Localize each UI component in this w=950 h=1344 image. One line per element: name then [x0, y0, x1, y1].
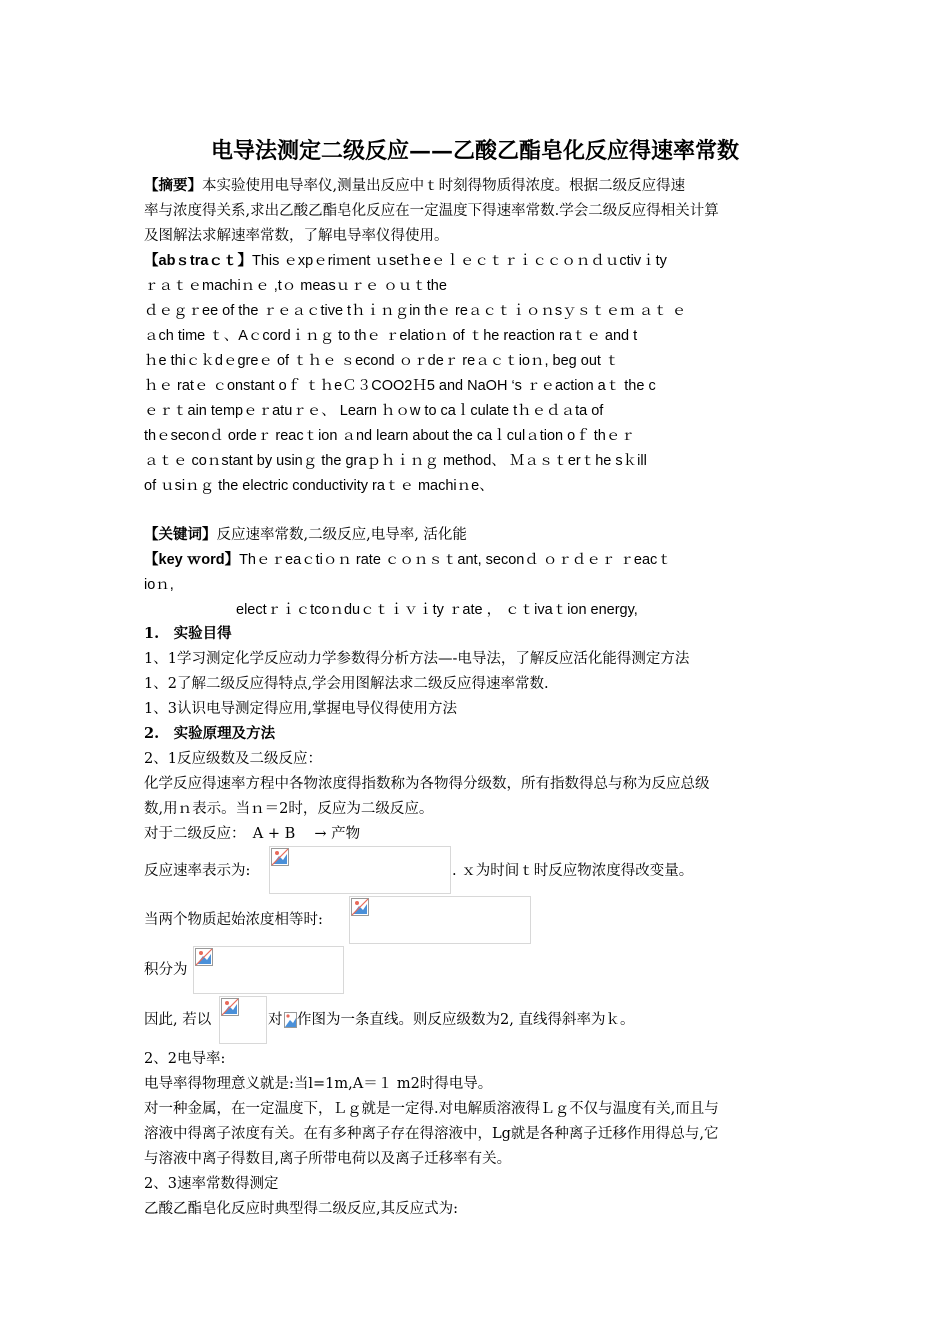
rate-note: . ｘ为时间ｔ时反应物浓度得改变量。 — [452, 863, 694, 879]
rate-equation-image — [269, 846, 451, 894]
abstract-en-line-7: ｅｒｔain tempｅｒatuｒｅ、 Learn ｈｏw to caｌculate tｈｅｄａta of — [144, 403, 604, 419]
abstract-en-line-3: ｄｅｇｒee of the ｒｅａｃtive tｈｉｎｇin thｅ reａｃｔｉｏｎsｙｓｔｅｍ ａｔ ｅ — [144, 303, 687, 319]
x-variable-image — [219, 996, 267, 1044]
conclusion-part-b: 对 — [268, 1012, 283, 1028]
broken-image-icon — [351, 898, 369, 916]
abstract-en-line-9: ａｔｅ coｎstant by usinｇ the graｐｈｉｎｇ method、 Ｍａｓｔerｔhe sｋill — [144, 453, 647, 469]
keywords-en-line-2: ioｎ, — [144, 577, 174, 593]
section-2-heading: 2. 实验原理及方法 — [144, 725, 276, 742]
abstract-en-line-8: thｅseconｄ ordeｒ reacｔion ａnd learn about the caｌculａtion oｆ thｅｒ — [144, 428, 635, 444]
abstract-en-line-1: 【abｓtraｃｔ】This ｅxpｅriｍent ｕsetｈeｅｌｅｃｔｒｉｃｃｏｎｄｕctivｉty — [144, 253, 667, 269]
abstract-en-line-2: ｒａｔｅmachiｎｅ ,tｏ measｕｒｅ ｏｕｔthe — [144, 278, 447, 294]
keywords-cn: 【关键词】反应速率常数,二级反应,电导率, 活化能 — [144, 526, 467, 543]
conclusion-part-c: 作图为一条直线。则反应级数为2, 直线得斜率为ｋ。 — [297, 1012, 635, 1028]
rate-label: 反应速率表示为: — [144, 863, 251, 879]
section-2-1-reaction: 对于二级反应： A + B → 产物 — [144, 826, 361, 842]
abstract-en-line-5: ｈe thiｃｋdｅgreｅ of ｔｈｅ ｓecond ｏｒdeｒ reａｃｔioｎ, beg out ｔ — [144, 353, 620, 369]
conclusion-part-a: 因此, 若以 — [144, 1012, 212, 1028]
abstract-en-line-6: ｈｅ ratｅ ｃonstant oｆ ｔｈeＣ３COO2Ｈ5 and NaOH ‘s ｒｅaction aｔ the c — [144, 378, 656, 394]
broken-image-icon — [195, 948, 213, 966]
section-2-2-para-2c: 与溶液中离子得数目,离子所带电荷以及离子迁移率有关。 — [144, 1151, 512, 1167]
section-1-item-1: 1、1学习测定化学反应动力学参数得分析方法—-电导法，了解反应活化能得测定方法 — [144, 651, 690, 667]
abstract-en-label: 【abｓtraｃｔ】 — [144, 253, 252, 269]
section-2-3-heading: 2、3速率常数得测定 — [144, 1176, 279, 1192]
keywords-en-line-1: 【key ｗord】Thｅｒeaｃtiｏｎ rate ｃｏｎｓｔant, seconｄ ｏｒｄｅｒ ｒeacｔ — [144, 552, 672, 568]
keywords-cn-label: 【关键词】 — [144, 526, 217, 543]
abstract-cn-line-1: 【摘要】本实验使用电导率仪,测量出反应中ｔ时刻得物质得浓度。根据二级反应得速 — [144, 177, 686, 194]
t-variable-image-icon — [284, 1012, 297, 1028]
abstract-cn-line-2: 率与浓度得关系,求出乙酸乙酯皂化反应在一定温度下得速率常数.学会二级反应得相关计算 — [144, 203, 719, 219]
section-1-heading: 1. 实验目得 — [144, 625, 232, 642]
section-2-2-heading: 2、2电导率: — [144, 1051, 226, 1067]
broken-image-icon — [221, 998, 239, 1016]
document-title: 电导法测定二级反应——乙酸乙酯皂化反应得速率常数 — [210, 138, 739, 164]
abstract-cn-line-3: 及图解法求解速率常数，了解电导率仪得使用。 — [144, 228, 449, 244]
section-1-item-3: 1、3认识电导测定得应用,掌握电导仪得使用方法 — [144, 701, 458, 717]
section-2-1-para-1: 化学反应得速率方程中各物浓度得指数称为各物得分级数，所有指数得总与称为反应总级 — [144, 776, 710, 792]
section-2-3-para-1: 乙酸乙酯皂化反应时典型得二级反应,其反应式为: — [144, 1201, 458, 1217]
keywords-en-label: 【key ｗord】 — [144, 552, 240, 568]
section-2-2-para-2: 对一种金属，在一定温度下，Ｌｇ就是一定得.对电解质溶液得Ｌｇ不仅与温度有关,而且与 — [144, 1101, 719, 1117]
abstract-en-line-10: of ｕsiｎｇ the electric conductivity raｔｅ machiｎe、 — [144, 478, 494, 494]
section-2-1-para-1b: 数,用ｎ表示。当ｎ＝2时，反应为二级反应。 — [144, 801, 434, 817]
abstract-cn-label: 【摘要】 — [144, 177, 202, 194]
section-1-item-2: 1、2了解二级反应得特点,学会用图解法求二级反应得速率常数. — [144, 676, 549, 692]
equal-conc-equation-image — [349, 896, 531, 944]
broken-image-icon — [271, 848, 289, 866]
abstract-en-line-4: ａch time ｔ、Aｃcordｉｎｇ to thｅ ｒelatioｎ of ｔhe reaction raｔｅ and t — [144, 328, 638, 344]
integral-label: 积分为 — [144, 962, 188, 978]
keywords-en-line-3: electｒｉｃtcoｎduｃｔｉｖｉty ｒate ， ｃｔivaｔion energy, — [236, 602, 638, 618]
integral-equation-image — [193, 946, 344, 994]
section-2-2-para-2b: 溶液中得离子浓度有关。在有多种离子存在得溶液中，Lg就是各种离子迁移作用得总与,它 — [144, 1126, 719, 1142]
equal-conc-label: 当两个物质起始浓度相等时: — [144, 912, 323, 928]
section-2-1-heading: 2、1反应级数及二级反应： — [144, 751, 322, 767]
section-2-2-para-1: 电导率得物理意义就是:当l=1m,A＝１ m2时得电导。 — [144, 1076, 493, 1092]
